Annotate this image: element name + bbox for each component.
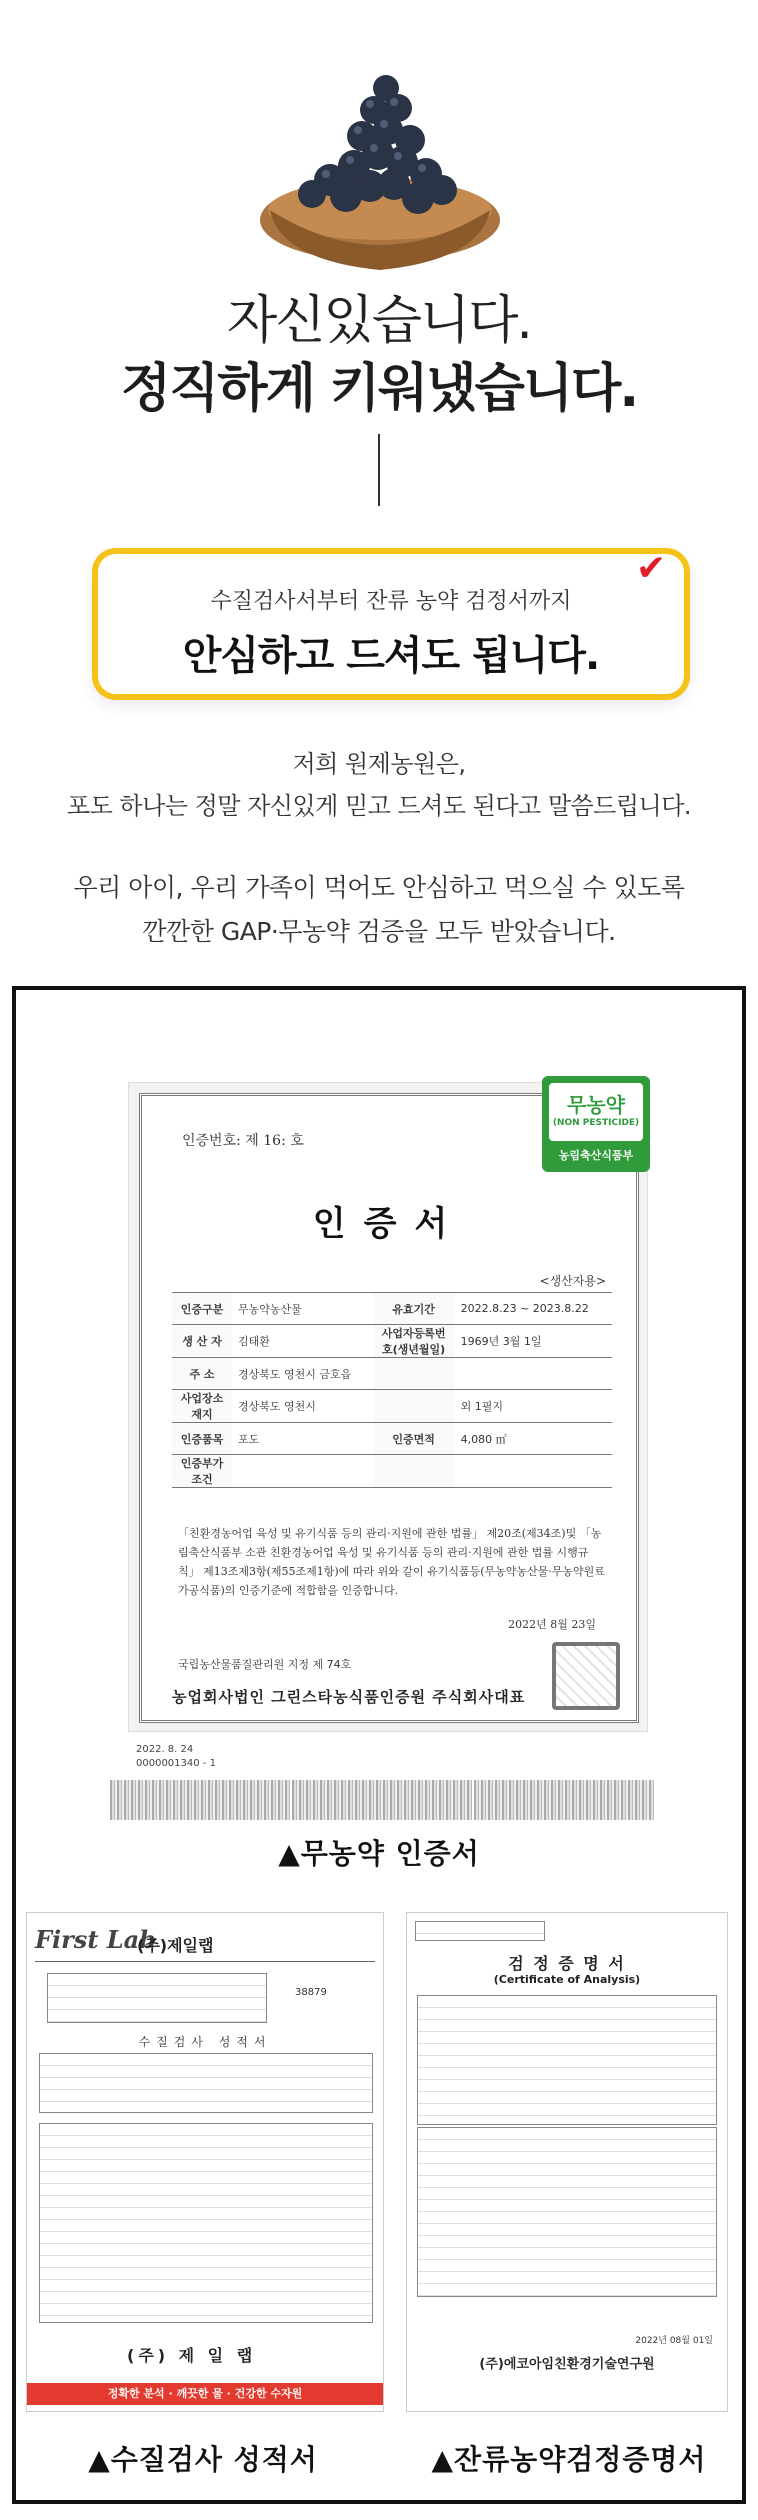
certificate-field-value [455,1358,612,1390]
certificate-field-value [232,1455,373,1488]
check-icon: ✔ [636,548,667,589]
certificate-number-value: 제 16: 호 [245,1133,304,1149]
certificate-field-value: 포도 [232,1423,373,1455]
certificate-field-label: 인증구분 [172,1293,232,1325]
caption-residue-certificate: ▲잔류농약검정증명서 [431,2443,707,2476]
certificate-number-label: 인증번호: [182,1133,241,1149]
intro-line-2: 포도 하나는 정말 자신있게 믿고 드셔도 된다고 말씀드립니다. [66,792,692,820]
non-pesticide-badge [542,1076,650,1172]
residue-organization: (주)에코아임친환경기술연구원 [479,2357,655,2372]
official-seal [552,1642,620,1710]
grapes-basket-image [250,70,510,280]
certificate-field-label: 유효기간 [373,1293,455,1325]
certificate-title: 인증서 [312,1204,466,1244]
residue-date: 2022년 08월 01일 [635,2336,713,2346]
residue-certificate [406,1912,728,2412]
certificate-field-label: 인증품목 [172,1423,232,1455]
water-report-title: 수질검사 성적서 [138,2035,272,2049]
certificate-organization: 농업회사법인 그린스타농식품인증원 주식회사대표 [172,1688,526,1706]
certificate-use: <생산자용> [539,1274,606,1288]
certificate-field-label: 사업장소재지 [172,1390,232,1423]
certificate-institution: 국립농산물품질관리원 지정 제 74호 [178,1658,352,1671]
certificate-date: 2022년 8월 23일 [508,1618,596,1631]
divider-line [378,434,380,506]
certificate-field-label: 인증면적 [373,1423,455,1455]
certificate-field-value: 외 1필지 [455,1390,612,1423]
certificate-row [172,1455,612,1488]
certificate-field-value: 2022.8.23 ~ 2023.8.22 [455,1293,612,1325]
highlight-subtitle: 수질검사서부터 잔류 농약 검정서까지 [210,589,572,614]
highlight-box [92,548,690,700]
highlight-title: 안심하고 드셔도 됩니다. [182,633,600,679]
certificate-row [172,1358,612,1390]
hero-headline-1: 자신있습니다. [227,291,531,351]
certificate-field-value: 김태환 [232,1325,373,1358]
certificate-field-label: 인증부가조건 [172,1455,232,1488]
certificate-field-value [455,1455,612,1488]
certificate-field-label: 생 산 자 [172,1325,232,1358]
intro-line-1: 저희 원제농원은, [292,750,466,778]
certificate-row [172,1293,612,1325]
residue-subtitle: (Certificate of Analysis) [493,1973,641,1986]
caption-certificate: ▲무농약 인증서 [278,1837,480,1870]
water-report-footer: 정확한 분석 · 깨끗한 물 · 건강한 수자원 [27,2383,383,2405]
certificate-serial: 0000001340 - 1 [136,1758,216,1769]
certificate-border [139,1093,639,1723]
certificate-field-label: 주 소 [172,1358,232,1390]
certificate-row [172,1423,612,1455]
certificate-field-value: 1969년 3월 1일 [455,1325,612,1358]
security-stripe [110,1780,290,1820]
certificate-row [172,1390,612,1423]
badge-english: (NON PESTICIDE) [552,1118,640,1128]
hero-headline-2: 정직하게 키워냈습니다. [120,359,638,419]
certificate-field-value: 경상북도 영천시 [232,1390,373,1423]
certificate-field-value: 경상북도 영천시 금호읍 [232,1358,373,1390]
water-report-organization: (주) 제 일 랩 [127,2346,257,2365]
certificate-field-label: 사업자등록번호(생년월일) [373,1325,455,1358]
certificate-table [172,1292,612,1488]
certificate-field-value: 4,080 ㎡ [455,1423,612,1455]
report-number: 38879 [295,1987,327,1998]
certificate-number [182,1130,304,1150]
certificate-row [172,1325,612,1358]
intro-line-4: 깐깐한 GAP·무농약 검증을 모두 받았습니다. [142,917,616,946]
security-stripe [292,1780,472,1820]
certificate-field-value: 무농약농산물 [232,1293,373,1325]
caption-water-report: ▲수질검사 성적서 [88,2443,318,2476]
certificate-field-label [373,1455,455,1488]
residue-title: 검 정 증 명 서 [508,1954,626,1973]
intro-line-3: 우리 아이, 우리 가족이 먹어도 안심하고 먹으실 수 있도록 [73,873,685,902]
organic-certificate [128,1082,648,1732]
firstlab-logo: First Lab [35,1925,156,1954]
certificate-body: 「친환경농어업 육성 및 유기식품 등의 관리·지원에 관한 법률」 제20조(제34조)및 「농림축산식품부 소관 친환경농어업 육성 및 유기식품 등의 관리·지원에 관한 법률 시행규칙」 제13조제3항(제55조제1항)에 따라 위와 같이 유기식품등(무농약농산물·무농약원료가공식품)의 인증기준에 적합함을 인증합니다. [178,1527,605,1597]
water-quality-report [26,1912,384,2412]
certificate-field-label [373,1358,455,1390]
security-stripe [474,1780,654,1820]
certificate-issue-date: 2022. 8. 24 [136,1744,194,1755]
firstlab-company: (주)제일랩 [137,1936,214,1955]
badge-ministry: 농림축산식품부 [558,1149,634,1162]
badge-title: 무농약 [567,1093,625,1117]
certificate-field-label [373,1390,455,1423]
